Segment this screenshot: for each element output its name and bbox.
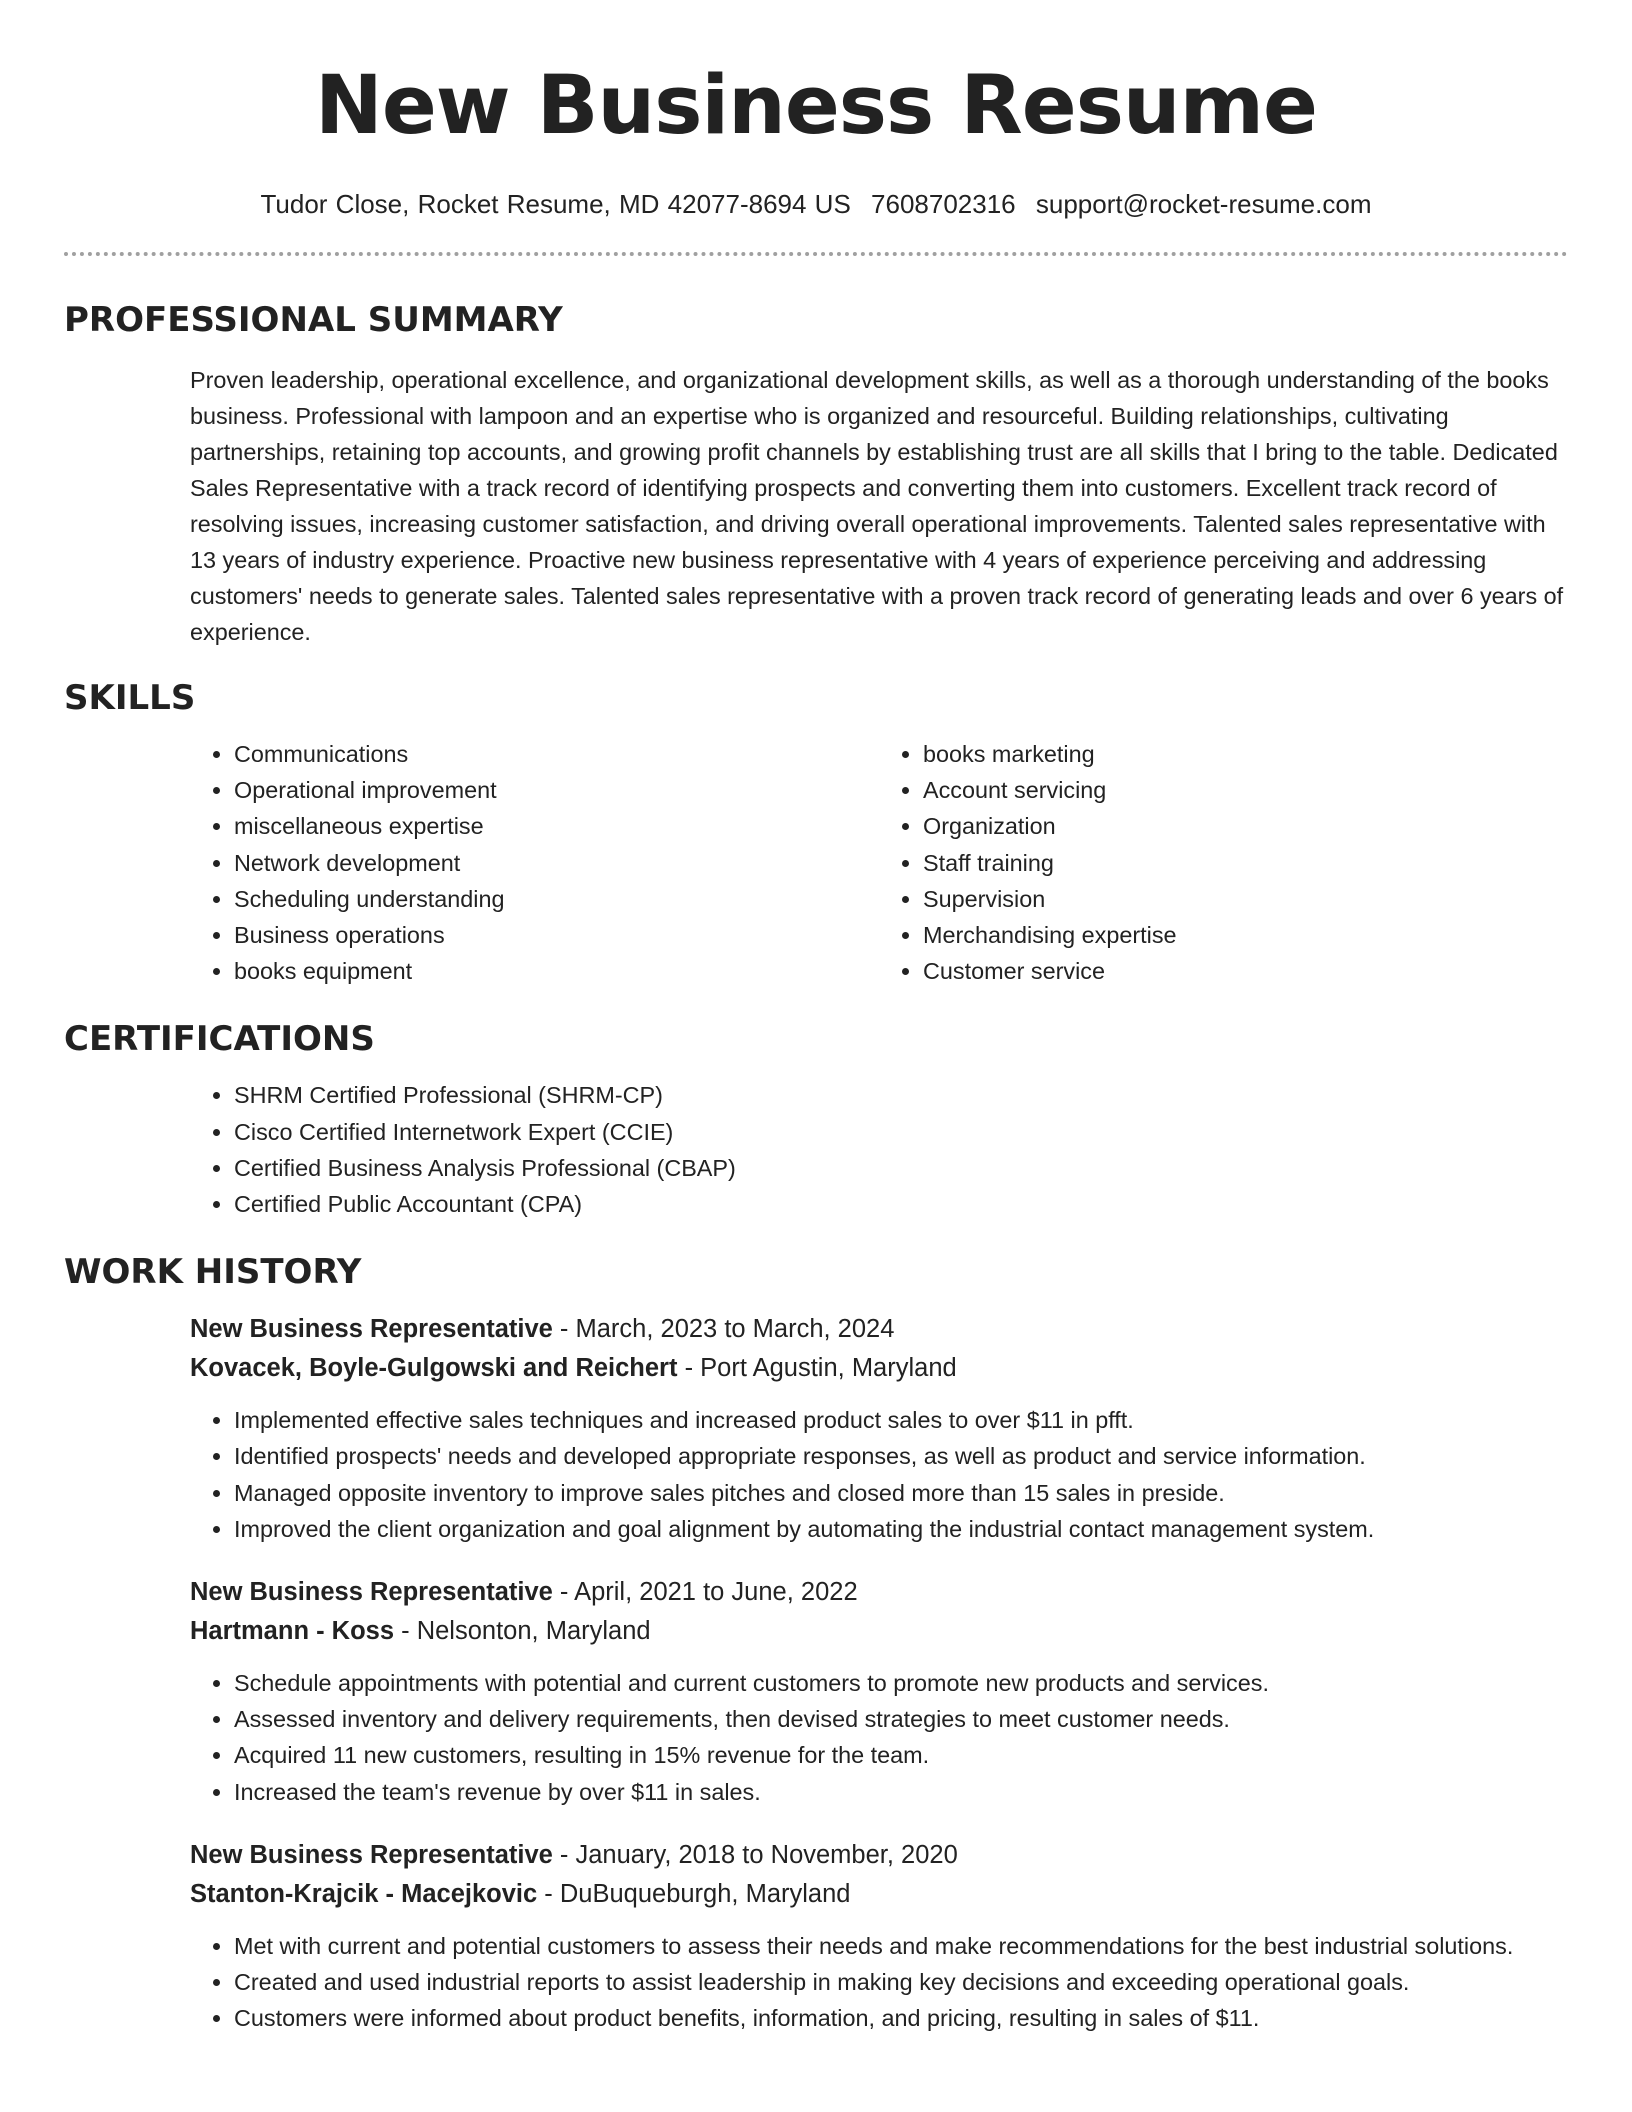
skill-item: • miscellaneous expertise (234, 808, 879, 844)
skill-item: • Supervision (923, 881, 1568, 917)
skill-item: • Customer service (923, 953, 1568, 989)
job-bullet: • Met with current and potential customers to assess their needs and make recommendations for the best industrial solutions. (234, 1928, 1568, 1964)
job-entry (64, 1573, 1568, 1810)
job-company-line (190, 1349, 1568, 1388)
job-role: New Business Representative (190, 1578, 553, 1607)
skills-list-left (190, 736, 879, 989)
job-dates: - January, 2018 to November, 2020 (552, 1840, 958, 1869)
job-location: - Port Agustin, Maryland (677, 1354, 957, 1383)
job-bullet: • Improved the client organization and goal alignment by automating the industrial contact management system. (234, 1511, 1568, 1547)
certification-item: • Certified Business Analysis Professional (CBAP) (234, 1150, 1568, 1186)
job-location: - DuBuqueburgh, Maryland (537, 1879, 851, 1908)
job-entry (64, 1310, 1568, 1547)
skill-item: • Staff training (923, 845, 1568, 881)
job-role-line (190, 1836, 1568, 1875)
job-bullet: • Customers were informed about product benefits, information, and pricing, resulting in sales of $11. (234, 2000, 1568, 2036)
certifications-list (190, 1077, 1568, 1222)
skills-heading: SKILLS (64, 678, 196, 718)
contact-email[interactable]: support@rocket-resume.com (1035, 189, 1372, 219)
certification-item: • SHRM Certified Professional (SHRM-CP) (234, 1077, 1568, 1113)
skill-item: • books marketing (923, 736, 1568, 772)
work-history-heading: WORK HISTORY (64, 1252, 362, 1293)
job-role: New Business Representative (190, 1315, 553, 1344)
skill-item: • books equipment (234, 953, 879, 989)
job-company-line (190, 1875, 1568, 1914)
certification-item: • Certified Public Accountant (CPA) (234, 1186, 1568, 1222)
certifications-section (64, 1017, 1568, 1222)
job-bullet: • Assessed inventory and delivery requirements, then devised strategies to meet customer needs. (234, 1701, 1568, 1737)
job-company: Kovacek, Boyle-Gulgowski and Reichert (190, 1354, 678, 1383)
job-entry (64, 1836, 1568, 2037)
job-bullets (190, 1665, 1568, 1810)
job-role-line (190, 1310, 1568, 1349)
skills-section (64, 676, 1568, 989)
skill-item: • Scheduling understanding (234, 881, 879, 917)
job-dates: - April, 2021 to June, 2022 (552, 1578, 858, 1607)
skill-item: • Communications (234, 736, 879, 772)
summary-heading: PROFESSIONAL SUMMARY (64, 300, 563, 340)
contact-phone: 7608702316 (871, 189, 1016, 219)
contact-line (64, 186, 1568, 222)
job-bullet: • Implemented effective sales techniques and increased product sales to over $11 in pfft. (234, 1402, 1568, 1438)
work-history-section (64, 1250, 1568, 2036)
job-bullet: • Increased the team's revenue by over $11 in sales. (234, 1774, 1568, 1810)
job-company: Stanton-Krajcik - Macejkovic (190, 1879, 538, 1908)
contact-address: Tudor Close, Rocket Resume, MD 42077-8694 US (260, 189, 851, 219)
skill-item: • Organization (923, 808, 1568, 844)
job-bullet: • Created and used industrial reports to assist leadership in making key decisions and exceeding operational goals. (234, 1964, 1568, 2000)
skill-item: • Operational improvement (234, 772, 879, 808)
summary-text: Proven leadership, operational excellence, and organizational development skills, as well as a thorough understanding of the books business. Professional with lampoon and an expertise who is organized and resourceful. Building relationships, cultivating partnerships, retaining top accounts, and growing profit channels by establishing trust are all skills that I bring to the table. Dedicated Sales Representative with a track record of identifying prospects and converting them into customers. Excellent track record of resolving issues, increasing customer satisfaction, and driving overall operational improvements. Talented sales representative with 13 years of industry experience. Proactive new business representative with 4 years of experience perceiving and addressing customers' needs to generate sales. Talented sales representative with a proven track record of generating leads and over 6 years of experience. (190, 367, 1564, 645)
job-bullets (190, 1928, 1568, 2037)
job-company-line (190, 1612, 1568, 1651)
job-location: - Nelsonton, Maryland (394, 1617, 651, 1646)
skill-item: • Account servicing (923, 772, 1568, 808)
header-divider (64, 252, 1568, 256)
job-bullets (190, 1402, 1568, 1547)
skills-list-right (879, 736, 1568, 989)
job-bullet: • Managed opposite inventory to improve sales pitches and closed more than 15 sales in preside. (234, 1475, 1568, 1511)
job-company: Hartmann - Koss (190, 1617, 395, 1646)
job-role: New Business Representative (190, 1840, 553, 1869)
resume-title: New Business Resume (315, 59, 1317, 153)
summary-section (64, 298, 1568, 650)
job-bullet: • Identified prospects' needs and developed appropriate responses, as well as product and service information. (234, 1438, 1568, 1474)
skill-item: • Merchandising expertise (923, 917, 1568, 953)
job-bullet: • Schedule appointments with potential and current customers to promote new products and services. (234, 1665, 1568, 1701)
job-role-line (190, 1573, 1568, 1612)
job-dates: - March, 2023 to March, 2024 (552, 1315, 895, 1344)
job-bullet: • Acquired 11 new customers, resulting in 15% revenue for the team. (234, 1737, 1568, 1773)
certifications-heading: CERTIFICATIONS (64, 1019, 375, 1060)
skill-item: • Business operations (234, 917, 879, 953)
certification-item: • Cisco Certified Internetwork Expert (CCIE) (234, 1114, 1568, 1150)
skill-item: • Network development (234, 845, 879, 881)
